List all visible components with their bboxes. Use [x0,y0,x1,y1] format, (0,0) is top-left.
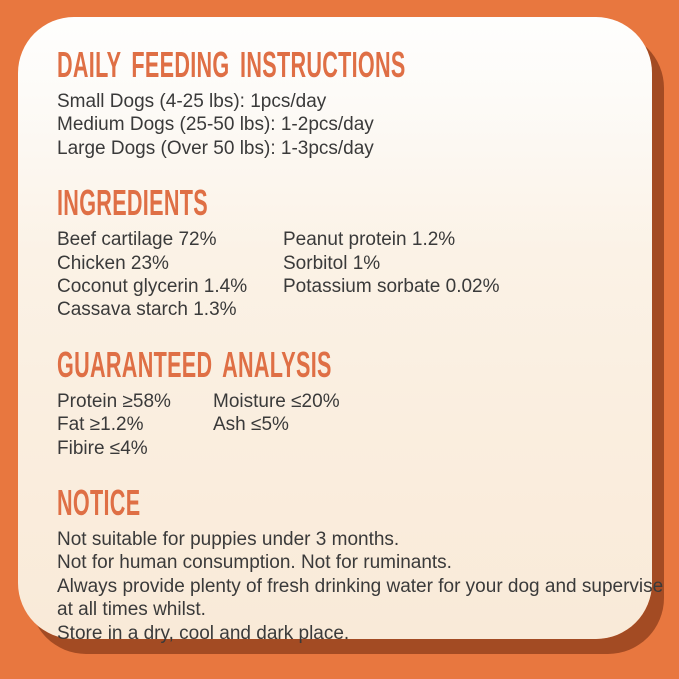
analysis-item: Fibire ≤4% [57,437,148,459]
ingredient-item: Peanut protein 1.2% [283,229,456,251]
analysis-item: Protein ≥58% [57,390,171,412]
ingredients-title: INGREDIENTS [57,182,208,224]
ingredients-column-1 [57,228,283,322]
notice-line: Not suitable for puppies under 3 months. [57,529,400,551]
ingredient-item: Beef cartilage 72% [57,229,217,251]
section-notice [57,482,664,645]
feeding-title: DAILY FEEDING INSTRUCTIONS [57,44,406,85]
ingredients-columns [57,228,632,322]
section-feeding [57,44,632,160]
feeding-line-medium-dogs: Medium Dogs (25-50 lbs): 1-2pcs/day [57,114,374,136]
ingredient-item: Chicken 23% [57,252,169,274]
analysis-title: GUARANTEED ANALYSIS [57,343,332,385]
notice-title: NOTICE [57,482,141,524]
notice-line: at all times whilst. [57,599,206,621]
analysis-columns [57,390,632,460]
label-card [18,17,664,644]
ingredient-item: Cassava starch 1.3% [57,299,237,321]
feeding-line-small-dogs: Small Dogs (4-25 lbs): 1pcs/day [57,91,327,112]
notice-line: Store in a dry, cool and dark place. [57,622,350,644]
analysis-column-2 [213,390,632,460]
notice-line: Not for human consumption. Not for ruminants. [57,552,452,574]
feeding-line-large-dogs: Large Dogs (Over 50 lbs): 1-3pcs/day [57,137,374,159]
ingredient-item: Sorbitol 1% [283,252,381,274]
ingredient-item: Potassium sorbate 0.02% [283,276,500,298]
ingredient-item: Coconut glycerin 1.4% [57,276,248,298]
ingredients-column-2 [283,228,632,322]
analysis-column-1 [57,390,213,460]
notice-line: Always provide plenty of fresh drinking water for your dog and supervise [57,575,664,597]
analysis-item: Ash ≤5% [213,414,289,436]
section-ingredients [57,182,632,322]
analysis-item: Moisture ≤20% [213,390,340,412]
analysis-item: Fat ≥1.2% [57,414,144,436]
section-guaranteed-analysis [57,343,632,460]
